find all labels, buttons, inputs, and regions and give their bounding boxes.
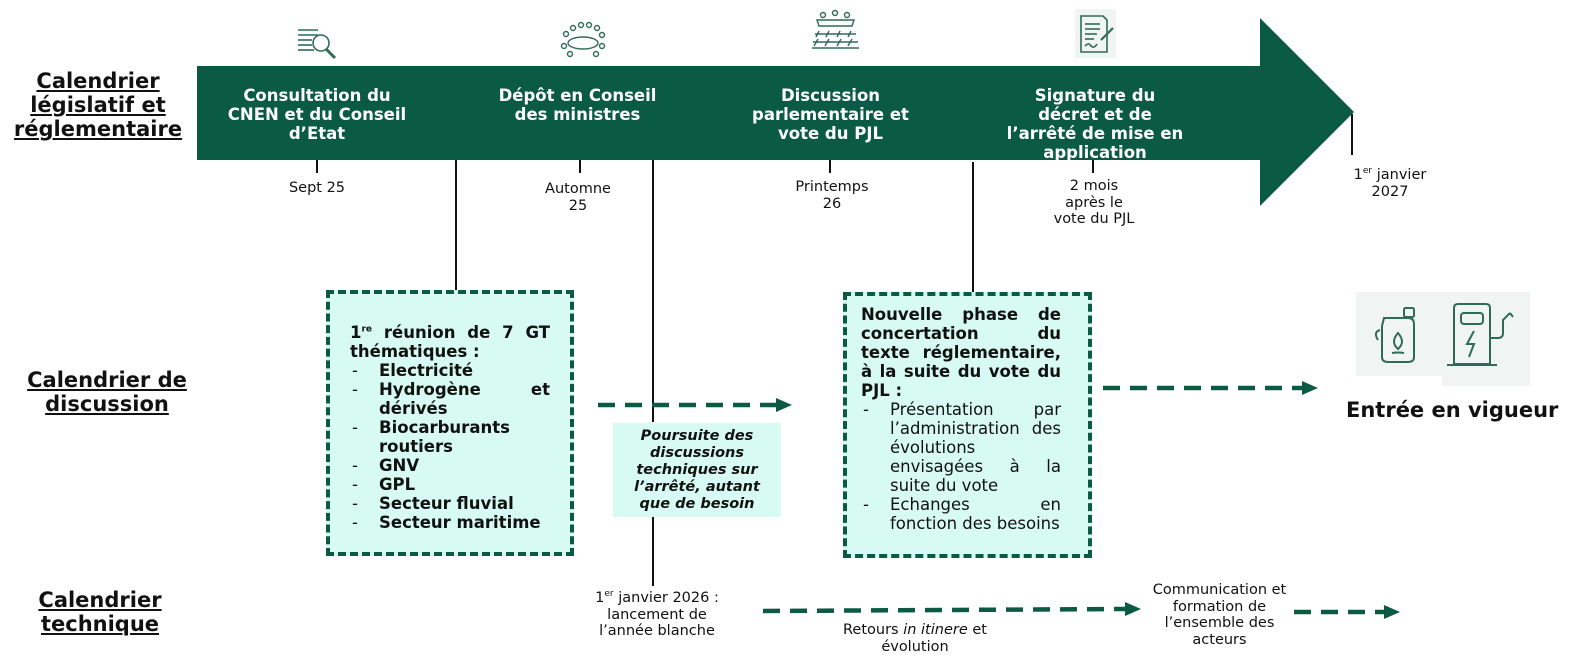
concertation-box: [843, 292, 1092, 558]
communication-line: acteurs: [1137, 632, 1302, 649]
date-line: 2027: [1330, 184, 1450, 201]
stage-line: CNEN et du Conseil: [207, 105, 427, 124]
concertation-text: [861, 305, 1061, 533]
feedback-line: évolution: [825, 639, 1005, 655]
dashed-arrow: [1103, 381, 1318, 395]
row-label-technical: [5, 588, 195, 636]
row-label-line: Calendrier: [3, 69, 193, 93]
stage-line: application: [985, 143, 1205, 162]
row-label-line: technique: [5, 612, 195, 636]
list-item: - Secteur maritime: [350, 513, 550, 532]
note-text: Poursuite des discussions techniques sur l’arrêté, autant que de besoin: [613, 428, 781, 513]
launch-line: l’année blanche: [582, 623, 732, 640]
dashed-arrow: [763, 602, 1141, 616]
stage-line: Signature du: [985, 86, 1205, 105]
list-item: - Biocarburants routiers: [350, 418, 550, 456]
stage-line: d’Etat: [207, 124, 427, 143]
stage-line: l’arrêté de mise en: [985, 124, 1205, 143]
row-label-line: Calendrier de: [12, 368, 202, 392]
dashed-arrow: [1294, 605, 1400, 619]
row-label-legislative: [3, 69, 193, 141]
stage-line: décret et de: [985, 105, 1205, 124]
stage-council: [470, 86, 685, 124]
row-label-line: législatif et: [3, 93, 193, 117]
stage-parliament: [728, 86, 933, 143]
date-line: 2 mois: [1034, 178, 1154, 195]
date-line: 25: [528, 198, 628, 215]
launch-line: 1er janvier 2026 :: [582, 590, 732, 607]
communication-line: l’ensemble des: [1137, 615, 1302, 632]
list-item: - Echanges en fonction des besoins: [861, 495, 1061, 533]
date-line: 26: [782, 196, 882, 213]
concertation-title: Nouvelle phase de concertation du texte réglementaire, à la suite du vote du PJL :: [861, 305, 1061, 400]
feedback-line: Retours in itinere et: [825, 622, 1005, 639]
list-item: - Présentation par l’administration des évolutions envisagées à la suite du vote: [861, 400, 1061, 495]
date-label-spring26: [782, 179, 882, 212]
date-label-two-months: [1034, 178, 1154, 228]
working-groups-title: 1re réunion de 7 GT thématiques :: [350, 323, 550, 361]
date-line: 1er janvier: [1330, 167, 1450, 184]
date-line: Automne: [528, 181, 628, 198]
date-label-autumn25: [528, 181, 628, 214]
date-line: Printemps: [782, 179, 882, 196]
launch-line: lancement de: [582, 607, 732, 624]
stage-line: Discussion: [728, 86, 933, 105]
search-document-icon: [298, 30, 335, 58]
working-groups-box: [326, 290, 574, 556]
technical-discussion-note: [613, 423, 781, 517]
dashed-arrow: [598, 398, 792, 412]
list-item: - GNV: [350, 456, 550, 475]
date-line: Sept 25: [267, 180, 367, 197]
council-meeting-icon: [562, 23, 605, 57]
list-item: - Secteur fluvial: [350, 494, 550, 513]
communication-line: formation de: [1137, 599, 1302, 616]
entry-into-force-label: Entrée en vigueur: [1346, 398, 1558, 422]
list-item: - Electricité: [350, 361, 550, 380]
stage-line: parlementaire et: [728, 105, 933, 124]
feedback-label: [825, 622, 1005, 655]
list-item: - GPL: [350, 475, 550, 494]
date-line: après le: [1034, 195, 1154, 212]
working-groups-text: [350, 323, 550, 532]
row-label-discussion: [12, 368, 202, 416]
white-year-launch-label: [582, 590, 732, 640]
date-label-jan2027: [1330, 167, 1450, 200]
row-label-line: discussion: [12, 392, 202, 416]
date-line: vote du PJL: [1034, 211, 1154, 228]
stage-consultation: [207, 86, 427, 143]
row-label-line: réglementaire: [3, 117, 193, 141]
stage-signature: [985, 86, 1205, 162]
date-label-sept25: [267, 180, 367, 197]
communication-label: [1137, 582, 1302, 648]
row-label-line: Calendrier: [5, 588, 195, 612]
stage-line: Dépôt en Conseil: [470, 86, 685, 105]
list-item: - Hydrogène et dérivés: [350, 380, 550, 418]
stage-line: Consultation du: [207, 86, 427, 105]
communication-line: Communication et: [1137, 582, 1302, 599]
stage-line: des ministres: [470, 105, 685, 124]
parliament-assembly-icon: [812, 11, 859, 49]
stage-line: vote du PJL: [728, 124, 933, 143]
